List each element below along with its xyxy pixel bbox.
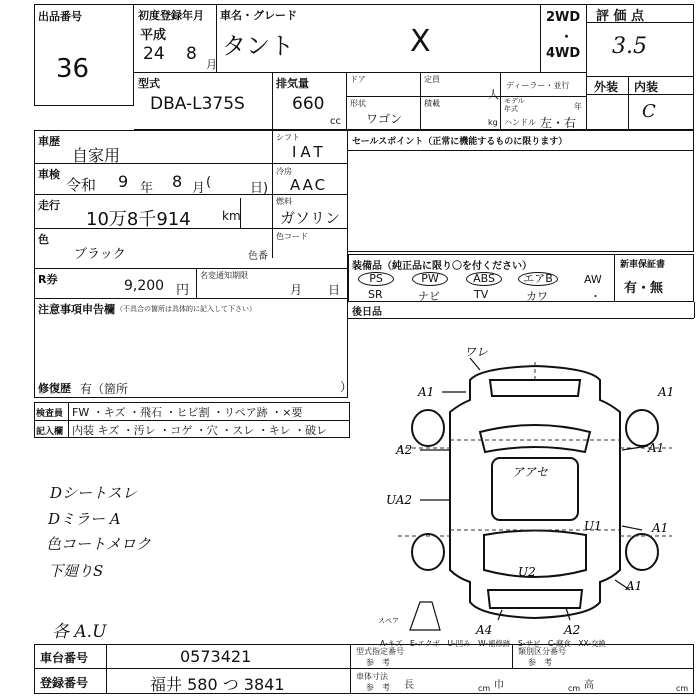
model-spec-ref: 参 考: [366, 658, 390, 667]
reg-month-unit: 月: [206, 58, 217, 71]
lot-number: 36: [56, 54, 90, 84]
plate-value: 福井 580 つ 3841: [150, 675, 285, 694]
reg-year: 24: [143, 44, 165, 64]
divider: [628, 76, 629, 130]
equip-tv: TV: [474, 288, 489, 301]
recycle-unit: 円: [176, 283, 190, 298]
handwritten-note: Dシートスレ: [50, 484, 137, 502]
divider: [346, 72, 347, 130]
legend-row2-label: 記入欄: [36, 427, 64, 437]
divider: [500, 72, 501, 130]
diagram-mark: A1: [418, 385, 435, 399]
divider: [420, 72, 421, 130]
aircon-value: AAC: [290, 176, 328, 194]
modelyear-unit: 年: [574, 102, 582, 111]
drive-2wd: 2WD: [546, 10, 581, 25]
handwritten-note: 下廻りS: [48, 562, 104, 580]
repair-close: ）: [340, 380, 353, 394]
sales-point-label: セールスポイント（正常に機能するものに限ります）: [352, 137, 568, 147]
body-value: ワゴン: [366, 112, 403, 126]
divider: [34, 228, 348, 229]
exterior-label: 外装: [594, 80, 619, 94]
class-spec-label: 類別区分番号: [518, 647, 566, 656]
diagram-mark: A1: [652, 521, 669, 535]
recycle-value: 9,200: [124, 278, 165, 294]
history-value: 自家用: [72, 146, 121, 165]
mileage-value: 10万8千914: [86, 209, 191, 230]
diagram-mark: アアセ: [512, 465, 548, 479]
diagram-mark: A1: [626, 579, 643, 593]
divider: [346, 96, 586, 97]
inspect-era: 令和: [66, 176, 97, 194]
fuel-label: 燃料: [276, 197, 292, 206]
interior-label: 内装: [634, 80, 659, 94]
rating-label: 評 価 点: [596, 9, 645, 24]
divider: [512, 644, 513, 668]
car-damage-diagram: [380, 340, 690, 640]
capacity-unit: 人: [488, 88, 499, 101]
inspect-year-unit: 年: [140, 181, 154, 196]
drive-4wd: 4WD: [546, 46, 581, 61]
disp-label: 排気量: [276, 77, 309, 90]
divider: [614, 254, 615, 302]
reg-era: 平成: [140, 28, 167, 43]
diagram-mark: A2: [564, 623, 581, 637]
rear-label: 後日品: [352, 307, 382, 318]
divider: [106, 644, 107, 694]
reg-label: 初度登録年月: [138, 9, 204, 22]
legend-row2: 内装 キズ ・汚レ ・コゲ ・穴 ・スレ ・キレ ・破レ: [72, 424, 328, 437]
inspect-day-unit: 日): [250, 181, 269, 196]
equip-abs: ABS: [466, 272, 502, 286]
inspect-paren-open: (: [206, 175, 212, 190]
plate-label: 登録番号: [40, 676, 89, 690]
load-label: 積載: [424, 99, 440, 108]
legend-row1-label: 検査員: [36, 409, 64, 419]
diagram-mark: A1: [658, 385, 675, 399]
size-height: 高: [584, 680, 594, 691]
equip-dot: ・: [590, 290, 601, 303]
inspect-month: 8: [172, 172, 183, 191]
equip-aw: AW: [584, 273, 602, 286]
aircon-label: 冷房: [276, 167, 292, 176]
color-code-label: 色コード: [276, 232, 308, 241]
inspect-year: 9: [118, 172, 129, 191]
notes-label: 注意事項申告欄: [38, 303, 115, 316]
color-value: ブラック: [74, 247, 126, 262]
history-label: 車歴: [38, 135, 60, 148]
divider: [34, 298, 348, 299]
diagram-mark: A2: [396, 443, 413, 457]
handle-label: ハンドル: [504, 118, 536, 127]
interior-value: C: [642, 101, 656, 122]
diagram-mark: A4: [476, 623, 493, 637]
model-name: タント: [222, 32, 294, 60]
legend-row1: FW ・キズ ・飛石 ・ヒビ割 ・リペア跡 ・×要: [72, 406, 303, 419]
divider: [34, 194, 348, 195]
warranty-label: 新車保証書: [620, 260, 666, 270]
modelyear-label: モデル 年式: [504, 97, 525, 113]
rating-score: 3.5: [612, 34, 647, 59]
class-spec-ref: 参 考: [528, 658, 552, 667]
mileage-label: 走行: [38, 199, 60, 212]
divider: [586, 94, 694, 95]
doors-label: ドア: [350, 75, 366, 84]
inspect-month-unit: 月: [192, 181, 206, 196]
divider: [196, 268, 197, 298]
mileage-unit: km: [222, 209, 241, 223]
right-frame: [348, 130, 694, 252]
divider: [348, 150, 694, 151]
size-label: 車体寸法: [356, 672, 388, 681]
equip-airbag: エアB: [518, 272, 558, 286]
equip-ps: PS: [358, 272, 394, 286]
diagram-mark: U2: [518, 565, 536, 579]
warranty-value: 有・無: [624, 281, 664, 296]
fuel-value: ガソリン: [280, 209, 341, 227]
shift-value: IAT: [292, 143, 327, 161]
equipment-label: 装備品（純正品に限り〇を付ください）: [352, 261, 532, 272]
body-label: 形状: [350, 99, 366, 108]
chassis-value: 0573421: [180, 647, 252, 666]
divider: [34, 163, 348, 164]
divider: [240, 198, 241, 228]
size-height-unit: cm: [676, 684, 689, 693]
notice-month: 月: [290, 283, 303, 297]
divider: [586, 22, 694, 23]
chassis-label: 車台番号: [40, 651, 89, 665]
divider: [134, 72, 586, 73]
handle-value: 左・右: [540, 116, 577, 130]
disp-value: 660: [292, 94, 325, 114]
equip-navi: ナビ: [418, 290, 440, 303]
reg-month: 8: [186, 44, 197, 64]
left-frame: [34, 130, 348, 398]
size-width-unit: cm: [568, 684, 581, 693]
equip-sr: SR: [368, 288, 383, 301]
divider: [350, 644, 351, 694]
spare-label: スペア: [378, 617, 399, 625]
divider: [272, 72, 273, 130]
handwritten-note: 各 A.U: [52, 622, 107, 642]
disp-unit: cc: [330, 116, 341, 127]
capacity-label: 定員: [424, 75, 440, 84]
notes-sub: （不具合の箇所は具体的に記入して下さい）: [116, 305, 256, 313]
diagram-mark: A1: [648, 441, 665, 455]
repair-value: 有（箇所: [80, 382, 129, 396]
damage-legend: A-キズ E-エクボ U-凹み W-補修跡 S-サビ C-腐食 XX-交換: [380, 639, 606, 648]
drive-sep: ・: [560, 30, 574, 45]
notice-day: 日: [328, 283, 341, 297]
divider: [540, 4, 541, 72]
shift-label: シフト: [276, 133, 300, 142]
size-length-unit: cm: [478, 684, 491, 693]
divider: [34, 668, 694, 669]
lot-label: 出品番号: [38, 10, 82, 23]
model-spec-label: 型式指定番号: [356, 647, 404, 656]
divider: [34, 268, 348, 269]
inspect-label: 車検: [38, 168, 60, 181]
color-num-label: 色番: [248, 251, 268, 262]
recycle-label: R券: [38, 273, 58, 286]
load-unit: kg: [488, 118, 498, 127]
divider: [348, 318, 694, 319]
equip-leather: カワ: [526, 290, 548, 303]
divider: [694, 302, 695, 318]
repair-label: 修復歴: [38, 382, 71, 395]
type-label: 型式: [138, 77, 160, 90]
handwritten-note: 色コートメロク: [46, 535, 151, 553]
diagram-mark: U1: [584, 519, 602, 533]
size-ref: 参 考: [366, 683, 390, 692]
divider: [586, 76, 694, 77]
equip-pw: PW: [412, 272, 448, 286]
model-grade: X: [410, 24, 431, 59]
notice-label: 名変通知期限: [200, 271, 248, 280]
diagram-mark: ワレ: [464, 345, 489, 359]
type-value: DBA-L375S: [150, 94, 245, 114]
divider: [34, 420, 350, 421]
divider: [216, 4, 217, 72]
diagram-mark: UA2: [386, 493, 413, 507]
handwritten-note: Dミラー A: [48, 510, 121, 528]
dealer-label: ディーラー・並行: [506, 81, 570, 90]
model-label: 車名・グレード: [220, 9, 297, 22]
size-length: 長: [404, 680, 414, 691]
size-width: 巾: [494, 680, 504, 691]
color-label: 色: [38, 233, 49, 246]
